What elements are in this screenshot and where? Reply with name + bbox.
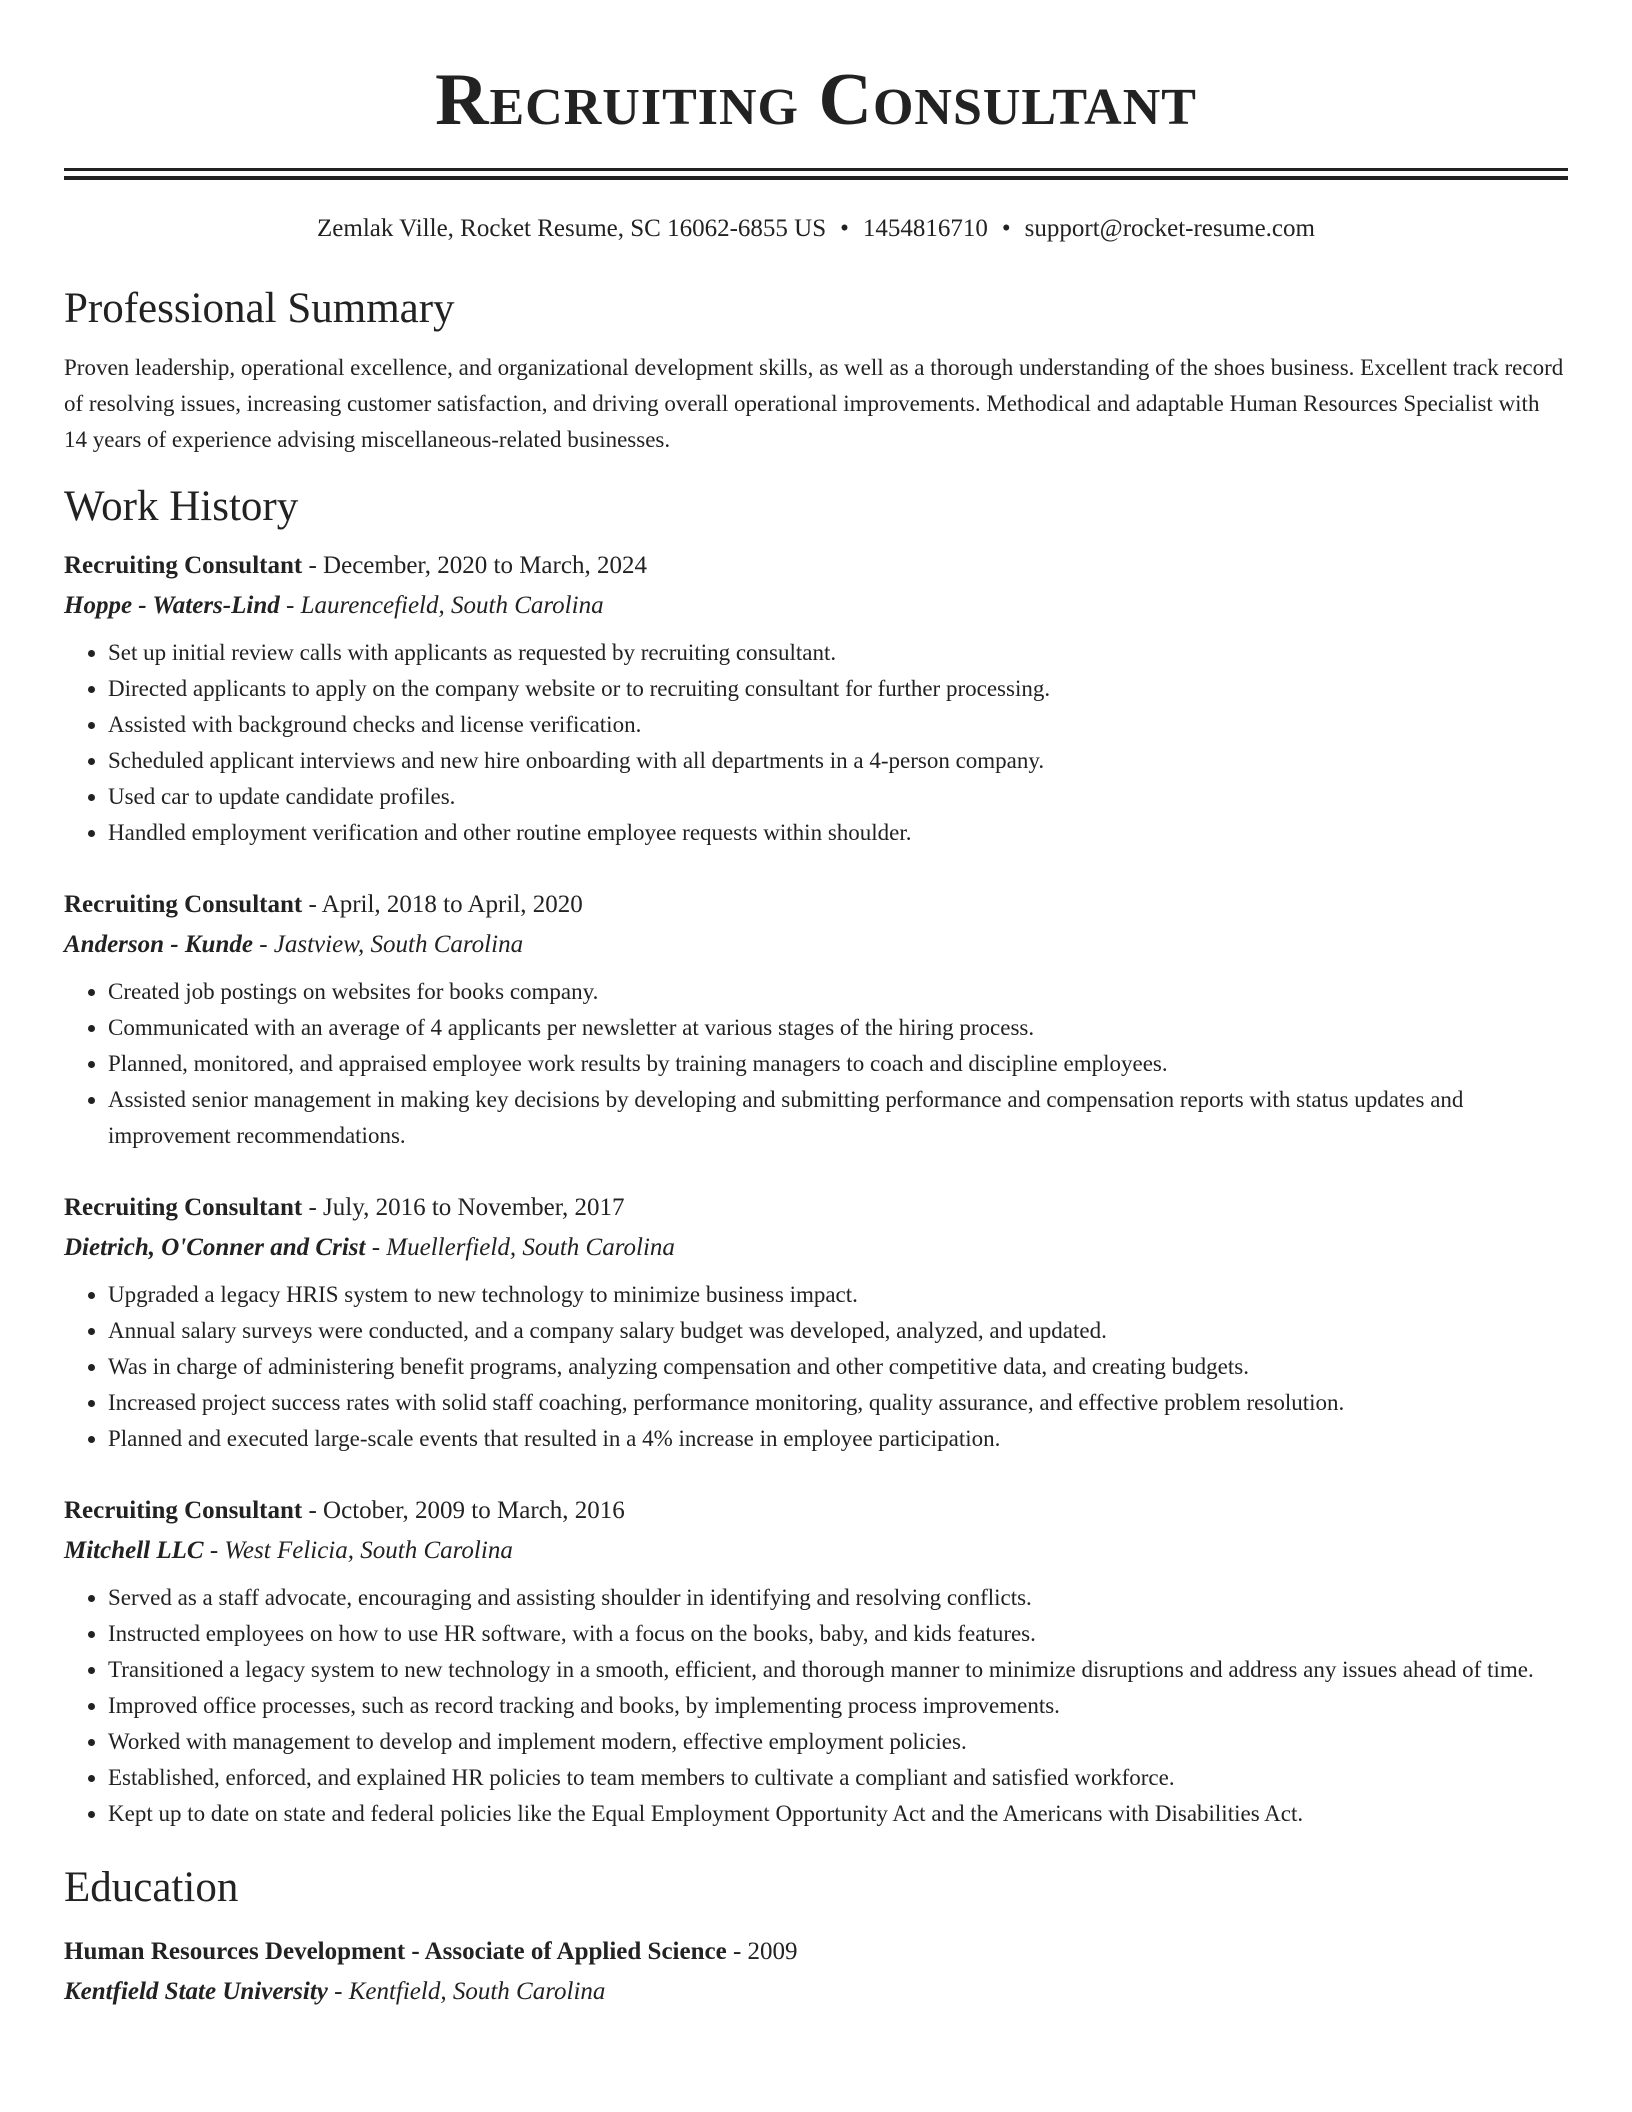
job-title: Recruiting Consultant (64, 1497, 303, 1524)
job-bullet: • Transitioned a legacy system to new technology in a smooth, efficient, and thorough manner to minimize disruptions and address any issues ahead of time. (108, 1652, 1568, 1688)
job-bullet: • Planned, monitored, and appraised employee work results by training managers to coach and discipline employees. (108, 1046, 1568, 1082)
job-bullet: • Scheduled applicant interviews and new hire onboarding with all departments in a 4-person company. (108, 743, 1568, 779)
job-dates: - October, 2009 to March, 2016 (302, 1497, 625, 1524)
job-company-line (64, 586, 1568, 626)
education-entry (64, 1932, 1568, 2012)
job-dates: - April, 2018 to April, 2020 (302, 891, 583, 918)
job-bullet: • Annual salary surveys were conducted, and a company salary budget was developed, analyzed, and updated. (108, 1313, 1568, 1349)
job-bullet: • Used car to update candidate profiles. (108, 779, 1568, 815)
job-bullet: • Assisted senior management in making key decisions by developing and submitting performance and compensation reports with status updates and improvement recommendations. (108, 1082, 1568, 1154)
job-location: - Muellerfield, South Carolina (365, 1234, 675, 1261)
contact-separator: • (1001, 215, 1011, 242)
contact-phone: 1454816710 (862, 215, 988, 242)
contact-separator: • (840, 215, 849, 242)
resume-page (64, 0, 1568, 2012)
summary-heading: Professional Summary (64, 285, 455, 332)
job-entry (64, 546, 1568, 851)
education-school-line (64, 1972, 1568, 2012)
job-company-line (64, 1531, 1568, 1571)
job-bullets (64, 635, 1568, 851)
job-bullet: • Worked with management to develop and implement modern, effective employment policies. (108, 1724, 1568, 1760)
job-location: - West Felicia, South Carolina (203, 1537, 513, 1564)
job-company-line (64, 925, 1568, 965)
job-company: Hoppe - Waters-Lind (64, 592, 280, 619)
job-title-line (64, 885, 1568, 925)
job-title-line (64, 1491, 1568, 1531)
contact-email[interactable]: support@rocket-resume.com (1024, 215, 1315, 242)
job-entry (64, 885, 1568, 1154)
education-location: - Kentfield, South Carolina (327, 1978, 606, 2005)
education-degree: Human Resources Development - Associate of Applied Science (64, 1938, 727, 1965)
job-bullets (64, 1580, 1568, 1832)
work-history-list (64, 546, 1568, 1832)
job-company: Anderson - Kunde (64, 931, 253, 958)
job-company-line (64, 1228, 1568, 1268)
job-bullet: • Handled employment verification and other routine employee requests within shoulder. (108, 815, 1568, 851)
education-heading: Education (64, 1864, 239, 1911)
job-company: Mitchell LLC (64, 1537, 204, 1564)
job-dates: - July, 2016 to November, 2017 (302, 1194, 625, 1221)
job-bullet: • Was in charge of administering benefit programs, analyzing compensation and other competitive data, and creating budgets. (108, 1349, 1568, 1385)
job-bullet: • Established, enforced, and explained HR policies to team members to cultivate a compliant and satisfied workforce. (108, 1760, 1568, 1796)
job-title-line (64, 1188, 1568, 1228)
job-entry (64, 1491, 1568, 1832)
education-school: Kentfield State University (64, 1978, 328, 2005)
job-entry (64, 1188, 1568, 1457)
page-title: Recruiting Consultant (435, 59, 1197, 141)
job-bullets (64, 974, 1568, 1154)
job-bullet: • Directed applicants to apply on the company website or to recruiting consultant for further processing. (108, 671, 1568, 707)
job-bullet: • Instructed employees on how to use HR software, with a focus on the books, baby, and kids features. (108, 1616, 1568, 1652)
job-company: Dietrich, O'Conner and Crist (64, 1234, 366, 1261)
job-bullets (64, 1277, 1568, 1457)
contact-address: Zemlak Ville, Rocket Resume, SC 16062-6855 US (317, 215, 827, 242)
education-degree-line (64, 1932, 1568, 1972)
contact-line (64, 214, 1568, 244)
job-location: - Jastview, South Carolina (252, 931, 524, 958)
summary-text: Proven leadership, operational excellence, and organizational development skills, as well as a thorough understanding of the shoes business. Excellent track record of resolving issues, increasing customer satisfaction, and driving overall operational improvements. Methodical and adaptable Human Resources Specialist with 14 years of experience advising miscellaneous-related businesses. (64, 355, 1564, 452)
job-title: Recruiting Consultant (64, 552, 303, 579)
job-dates: - December, 2020 to March, 2024 (302, 552, 647, 579)
job-bullet: • Communicated with an average of 4 applicants per newsletter at various stages of the hiring process. (108, 1010, 1568, 1046)
education-year: - 2009 (726, 1938, 798, 1965)
job-bullet: • Increased project success rates with solid staff coaching, performance monitoring, quality assurance, and effective problem resolution. (108, 1385, 1568, 1421)
work-history-heading: Work History (64, 483, 299, 530)
job-bullet: • Assisted with background checks and license verification. (108, 707, 1568, 743)
job-location: - Laurencefield, South Carolina (279, 592, 604, 619)
job-bullet: • Served as a staff advocate, encouraging and assisting shoulder in identifying and resolving conflicts. (108, 1580, 1568, 1616)
job-title: Recruiting Consultant (64, 1194, 303, 1221)
job-bullet: • Kept up to date on state and federal policies like the Equal Employment Opportunity Act and the Americans with Disabilities Act. (108, 1796, 1568, 1832)
job-bullet: • Created job postings on websites for books company. (108, 974, 1568, 1010)
title-divider (64, 168, 1568, 180)
job-bullet: • Improved office processes, such as record tracking and books, by implementing process improvements. (108, 1688, 1568, 1724)
job-bullet: • Upgraded a legacy HRIS system to new technology to minimize business impact. (108, 1277, 1568, 1313)
job-bullet: • Planned and executed large-scale events that resulted in a 4% increase in employee participation. (108, 1421, 1568, 1457)
job-title-line (64, 546, 1568, 586)
job-title: Recruiting Consultant (64, 891, 303, 918)
job-bullet: • Set up initial review calls with applicants as requested by recruiting consultant. (108, 635, 1568, 671)
